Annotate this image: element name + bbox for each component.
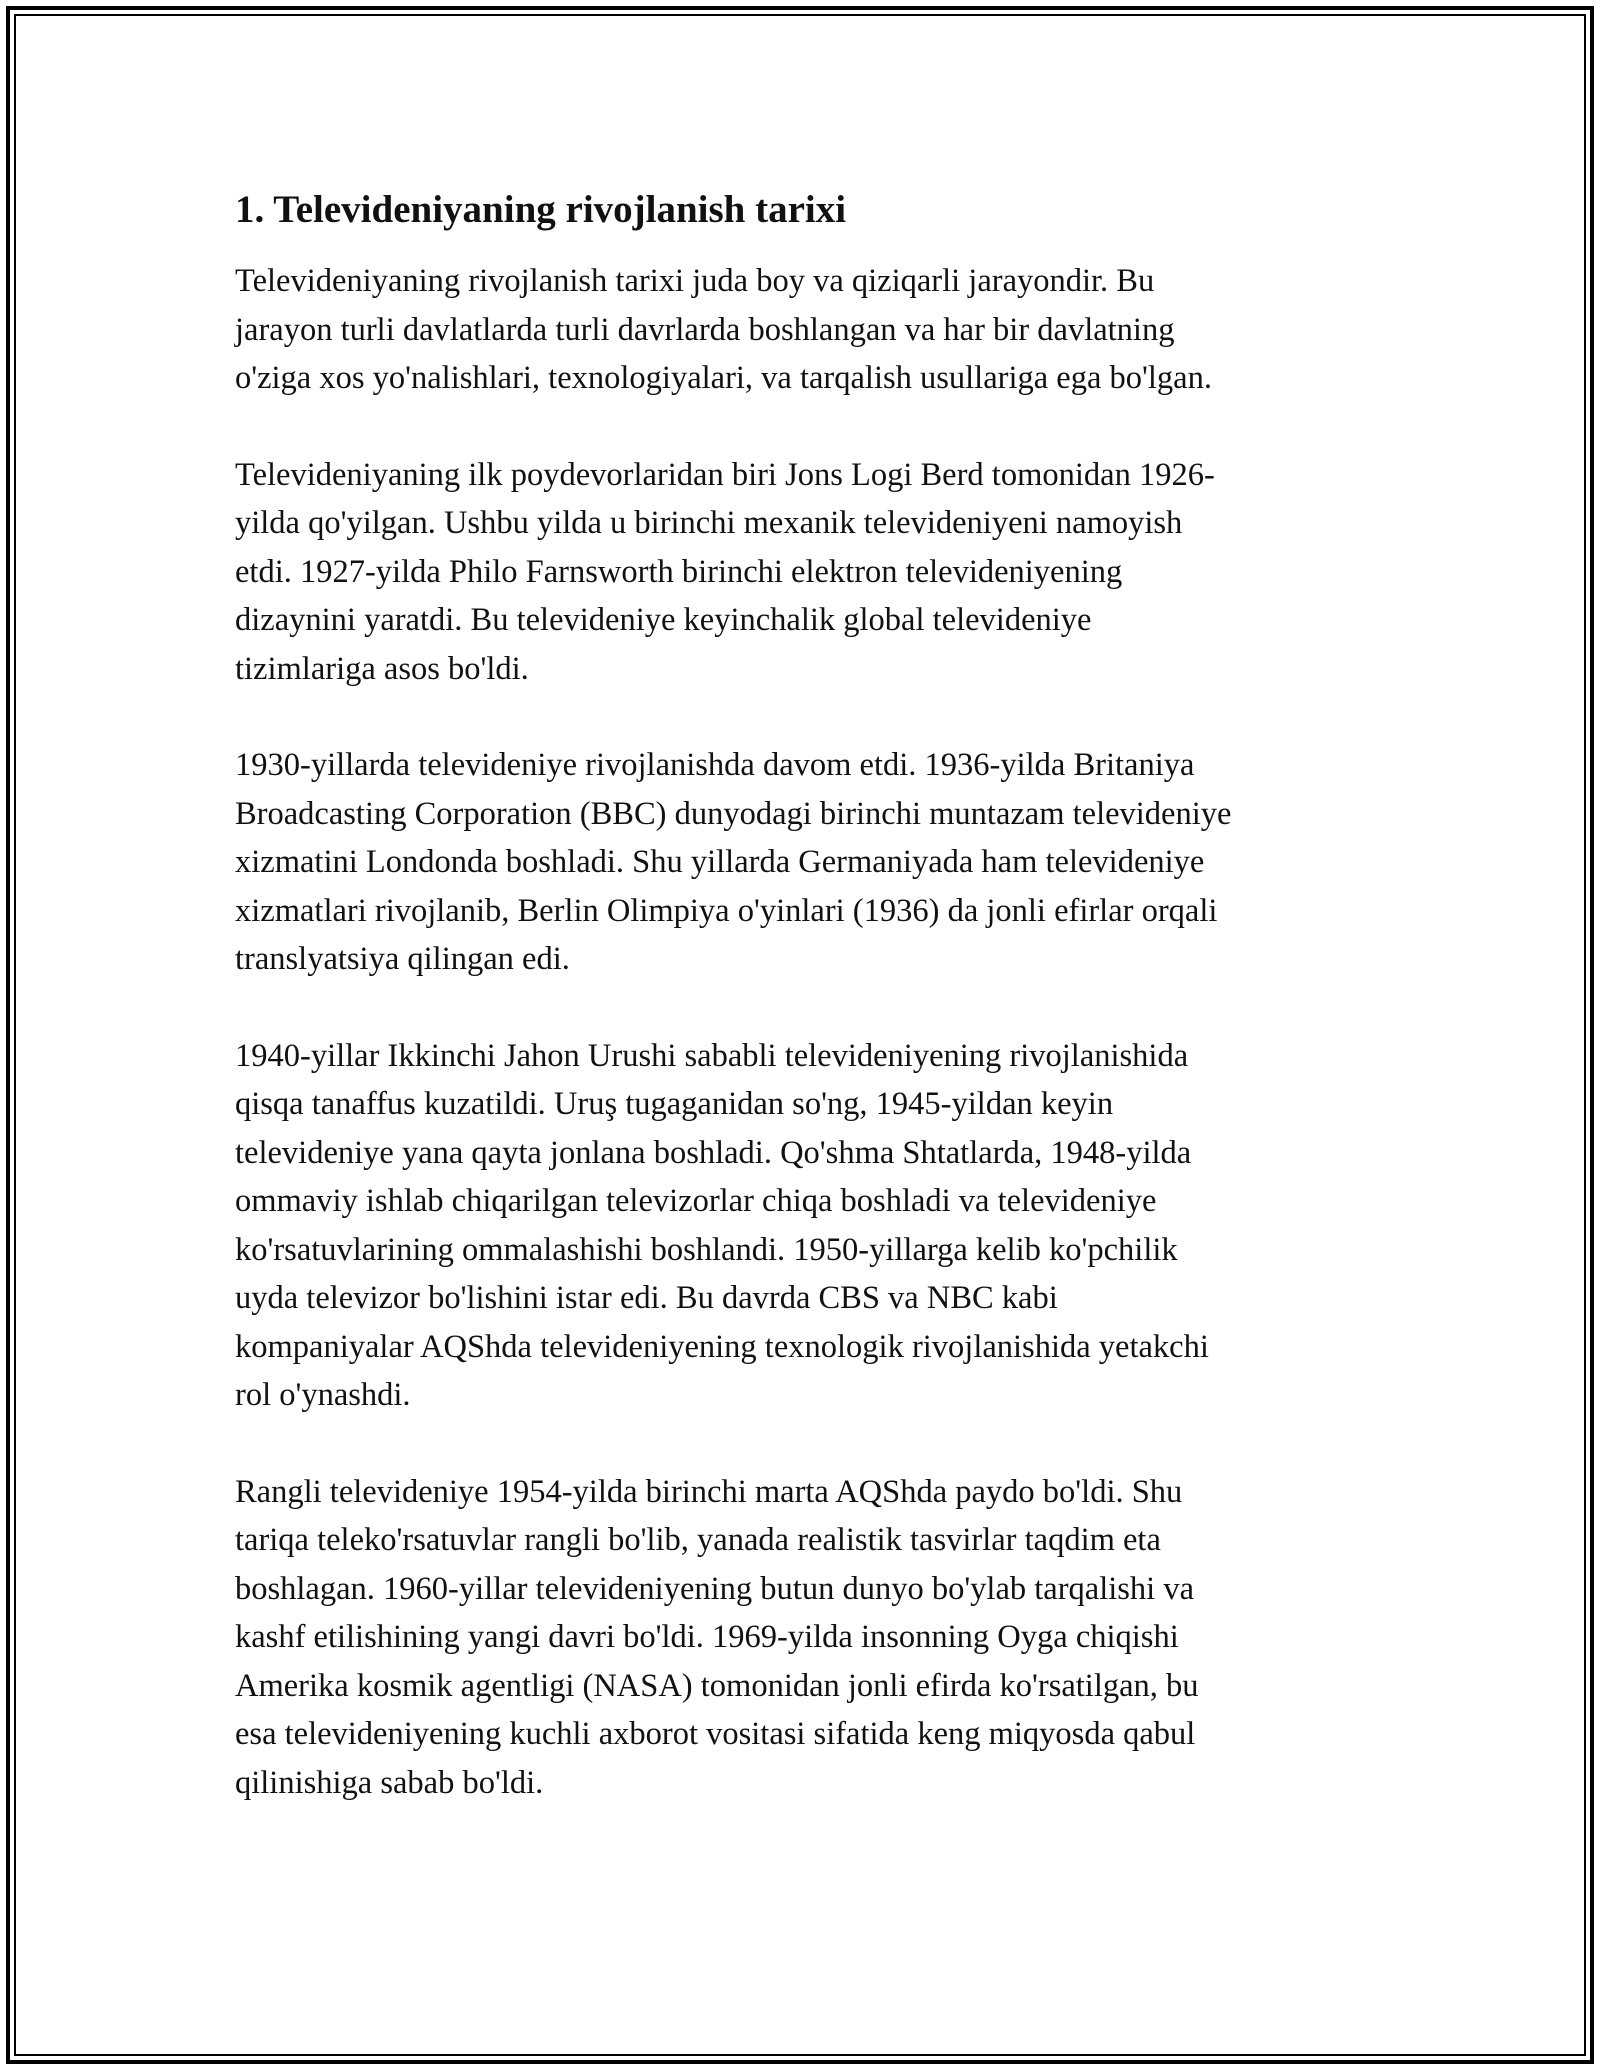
paragraph-1930s: 1930-yillarda televideniye rivojlanishda davom etdi. 1936-yilda Britaniya Broadcasting Corporation (BBC) dunyodagi birinchi muntazam televideniye xizmatini Londonda boshladi. Shu yillarda Germaniyada ham televideniye xizmatlari rivojlanib, Berlin Olimpiya o'yinlari (1936) da jonli efirlar orqali translyatsiya qilingan edi. <box>235 747 1232 977</box>
paragraph-intro: Televideniyaning rivojlanish tarixi juda boy va qiziqarli jarayondir. Bu jarayon turli davlatlarda turli davrlarda boshlangan va har bir davlatning o'ziga xos yo'nalishlari, texnologiyalari, va tarqalish usullariga ega bo'lgan. <box>235 263 1212 396</box>
document-body <box>235 185 1385 1855</box>
paragraph-1920s: Televideniyaning ilk poydevorlaridan biri Jons Logi Berd tomonidan 1926- yilda qo'yilgan. Ushbu yilda u birinchi mexanik televideniyeni namoyish etdi. 1927-yilda Philo Farnsworth birinchi elektron televideniyening dizaynini yaratdi. Bu televideniye keyinchalik global televideniye tizimlariga asos bo'ldi. <box>235 456 1215 687</box>
paragraph-color-tv: Rangli televideniye 1954-yilda birinchi marta AQShda paydo bo'ldi. Shu tariqa teleko'rsatuvlar rangli bo'lib, yanada realistik tasvirlar taqdim eta boshlagan. 1960-yillar televideniyening butun dunyo bo'ylab tarqalishi va kashf etilishining yangi davri bo'ldi. 1969-yilda insonning Oyga chiqishi Amerika kosmik agentligi (NASA) tomonidan jonli efirda ko'rsatilgan, bu esa televideniyening kuchli axborot vositasi sifatida keng miqyosda qabul qilinishiga sabab bo'ldi. <box>235 1473 1199 1801</box>
paragraph-1940s: 1940-yillar Ikkinchi Jahon Urushi sababli televideniyening rivojlanishida qisqa tanaffus kuzatildi. Uruş tugaganidan so'ng, 1945-yildan keyin televideniye yana qayta jonlana boshladi. Qo'shma Shtatlarda, 1948-yilda ommaviy ishlab chiqarilgan televizorlar chiqa boshladi va televideniye ko'rsatuvlarining ommalashishi boshlandi. 1950-yillarga kelib ko'pchilik uyda televizor bo'lishini istar edi. Bu davrda CBS va NBC kabi kompaniyalar AQShda televideniyening texnologik rivojlanishida yetakchi rol o'ynashdi. <box>235 1037 1209 1413</box>
section-heading: 1. Televideniyaning rivojlanish tarixi <box>235 188 847 231</box>
